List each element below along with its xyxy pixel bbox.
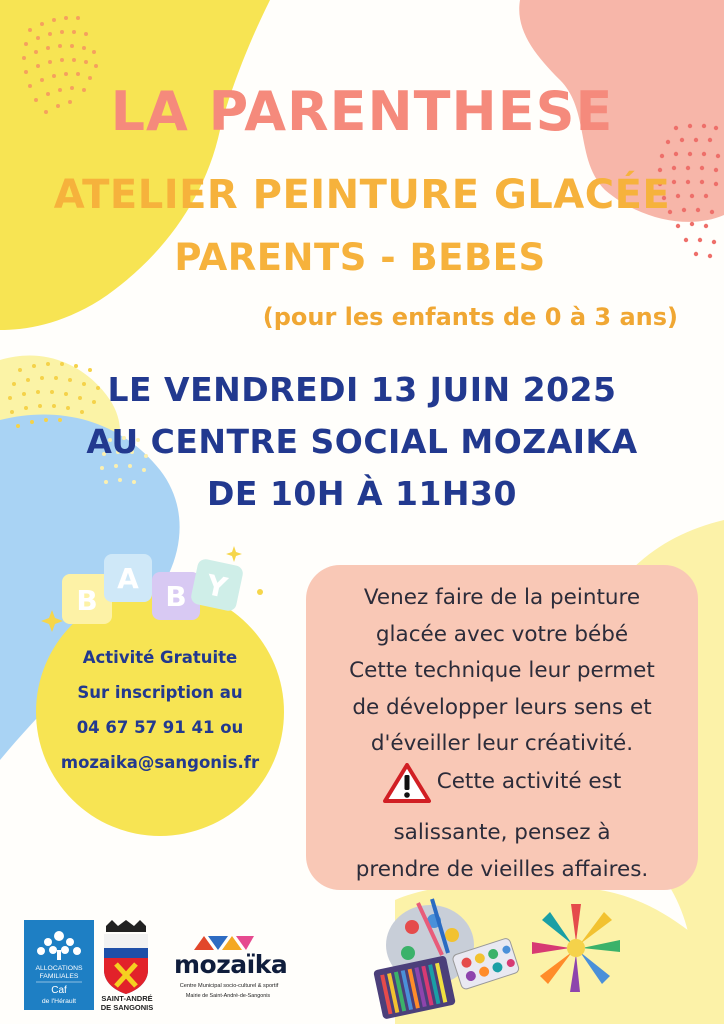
email-address[interactable]: mozaika@sangonis.fr xyxy=(60,753,260,772)
mozaika-tagline: Centre Municipal socio-culturel & sportif xyxy=(179,983,279,989)
description-line: Cette technique leur permet xyxy=(349,658,655,683)
registration-label: Sur inscription au xyxy=(77,683,243,702)
baby-block-letter: A xyxy=(117,562,139,595)
free-activity-label: Activité Gratuite xyxy=(82,648,238,667)
yellow-blob-top-left xyxy=(0,0,270,330)
painting-supplies-illustration xyxy=(372,895,522,1020)
town-name-line: SAINT-ANDRÉ xyxy=(101,994,153,1003)
event-time: DE 10H À 11H30 xyxy=(207,474,517,513)
caf-text: ALLOCATIONS xyxy=(35,965,83,972)
age-note: (pour les enfants de 0 à 3 ans) xyxy=(262,303,678,331)
workshop-title: ATELIER PEINTURE GLACÉE xyxy=(53,172,671,218)
description-line: glacée avec votre bébé xyxy=(375,621,629,647)
event-date: LE VENDREDI 13 JUIN 2025 xyxy=(107,370,617,409)
poster-title: LA PARENTHESE xyxy=(110,80,614,143)
warning-text: prendre de vieilles affaires. xyxy=(355,856,649,882)
mozaika-mairie: Mairie de Saint-André-de-Sangonis xyxy=(185,993,271,999)
event-place: AU CENTRE SOCIAL MOZAIKA xyxy=(86,422,638,461)
baby-block-letter: Y xyxy=(203,568,231,605)
registration-info xyxy=(35,640,285,780)
caf-logo xyxy=(24,920,94,1010)
baby-block-letter: B xyxy=(165,580,187,613)
description-line: d'éveiller leur créativité. xyxy=(370,731,634,756)
phone-number[interactable]: 04 67 57 91 41 ou xyxy=(76,718,244,737)
baby-blocks-illustration xyxy=(34,540,274,640)
caf-text: FAMILIALES xyxy=(39,973,79,980)
warning-text: salissante, pensez à xyxy=(393,820,611,845)
baby-block-letter: B xyxy=(76,584,98,617)
mozaika-logo-name: mozaïka xyxy=(174,950,288,979)
caf-text: Caf xyxy=(51,985,67,996)
description-line: Venez faire de la peinture xyxy=(363,585,641,610)
description-text xyxy=(312,580,692,888)
paint-splash-icon xyxy=(528,900,624,996)
caf-text: de l'Hérault xyxy=(41,998,77,1005)
town-name xyxy=(96,994,158,1012)
town-name-line: DE SANGONIS xyxy=(100,1003,154,1012)
warning-line xyxy=(383,763,622,803)
warning-triangle-icon xyxy=(383,763,431,803)
pencil-case-icon xyxy=(373,955,456,1019)
audience-title: PARENTS - BEBES xyxy=(174,236,546,279)
mozaika-mosaic-icon xyxy=(190,932,256,952)
description-line: de développer leurs sens et xyxy=(352,694,652,720)
warning-text: Cette activité est xyxy=(436,769,622,795)
